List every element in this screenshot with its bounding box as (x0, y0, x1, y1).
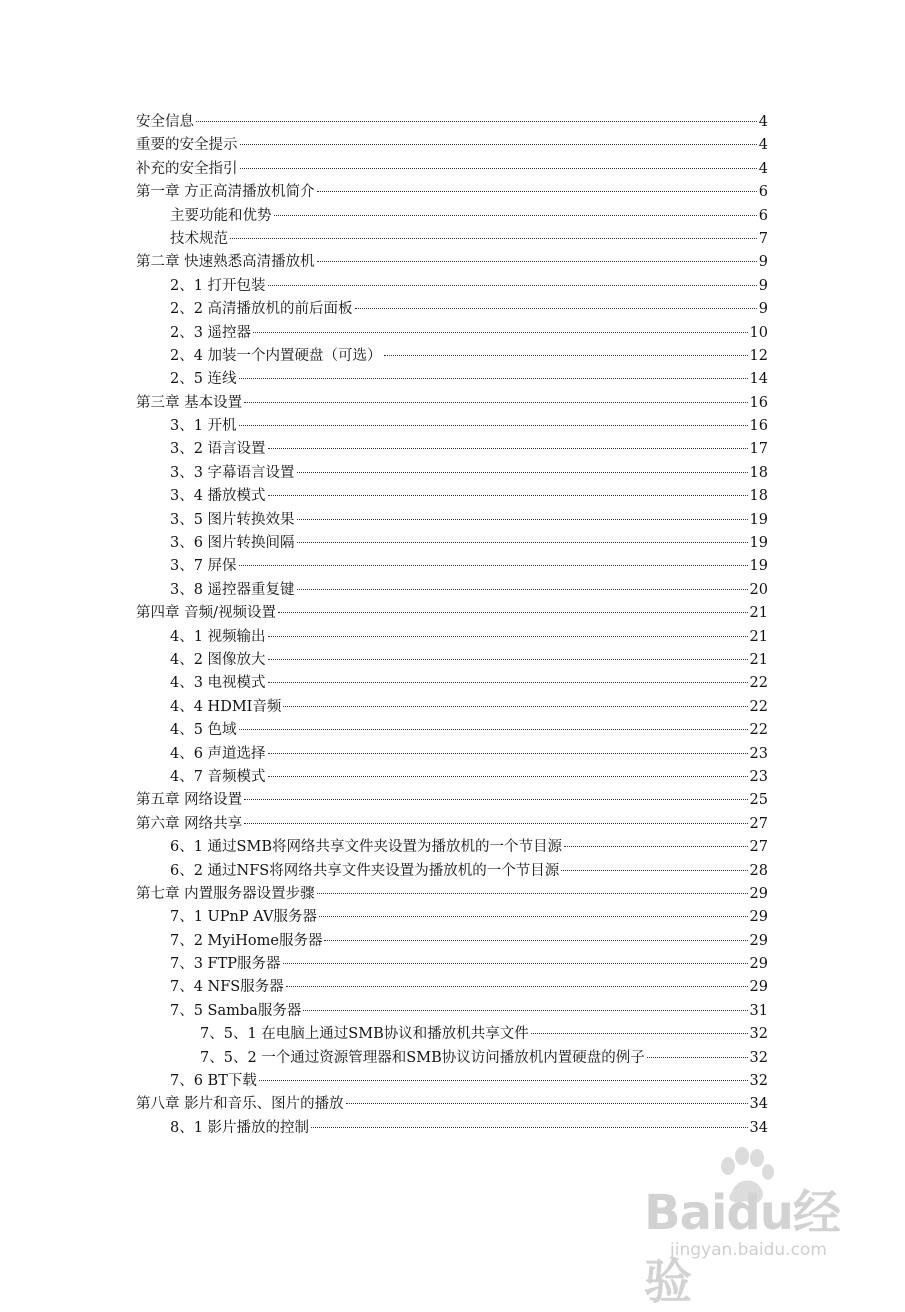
toc-entry-page-number: 14 (749, 371, 768, 388)
toc-entry-title: 3、7 屏保 (170, 558, 237, 575)
toc-entry-page-number: 17 (749, 441, 768, 458)
toc-entry-page-number: 22 (749, 698, 768, 715)
toc-entry-page-number: 7 (758, 230, 768, 247)
toc-entry-title: 4、2 图像放大 (170, 651, 266, 668)
baidu-watermark (640, 1140, 880, 1310)
toc-dot-leader (239, 425, 748, 426)
toc-entry (136, 696, 768, 719)
toc-dot-leader (244, 799, 747, 800)
toc-entry-title: 补充的安全指引 (136, 160, 238, 177)
toc-entry-title: 主要功能和优势 (170, 207, 272, 224)
toc-entry-page-number: 16 (749, 394, 768, 411)
toc-entry-title: 2、5 连线 (170, 371, 237, 388)
toc-dot-leader (317, 893, 748, 894)
toc-dot-leader (317, 261, 757, 262)
toc-entry (136, 368, 768, 391)
toc-entry-page-number: 27 (749, 839, 768, 856)
toc-entry-page-number: 21 (749, 628, 768, 645)
toc-entry (136, 579, 768, 602)
toc-dot-leader (244, 402, 747, 403)
toc-entry-page-number: 23 (749, 768, 768, 785)
toc-entry (136, 555, 768, 578)
toc-entry (136, 111, 768, 134)
toc-dot-leader (268, 448, 748, 449)
toc-entry-title: 第六章 网络共享 (136, 815, 243, 832)
toc-entry (136, 719, 768, 742)
toc-entry-page-number: 9 (758, 301, 768, 318)
toc-entry-page-number: 4 (758, 114, 768, 130)
toc-entry-page-number: 19 (749, 511, 768, 528)
toc-entry-title: 第八章 影片和音乐、图片的播放 (136, 1096, 344, 1113)
toc-dot-leader (239, 378, 748, 379)
toc-entry (136, 672, 768, 695)
toc-entry-title: 7、4 NFS服务器 (170, 979, 284, 996)
toc-dot-leader (244, 823, 747, 824)
toc-entry-title: 第一章 方正高清播放机简介 (136, 184, 315, 201)
toc-entry-page-number: 22 (749, 722, 768, 739)
toc-dot-leader (268, 636, 748, 637)
toc-entry-title: 3、8 遥控器重复键 (170, 581, 295, 598)
toc-entry-page-number: 31 (749, 1002, 768, 1019)
toc-entry-title: 2、1 打开包装 (170, 277, 266, 294)
toc-entry-page-number: 6 (758, 207, 768, 224)
toc-dot-leader (239, 565, 748, 566)
toc-entry-title: 6、1 通过SMB将网络共享文件夹设置为播放机的一个节目源 (170, 839, 562, 856)
watermark-brand: Baidu经验 (644, 1185, 840, 1310)
toc-entry-page-number: 27 (749, 815, 768, 832)
toc-dot-leader (268, 285, 757, 286)
toc-dot-leader (196, 121, 757, 122)
toc-entry (136, 392, 768, 415)
toc-entry (136, 626, 768, 649)
toc-entry (136, 298, 768, 321)
toc-dot-leader (564, 846, 748, 847)
toc-dot-leader (384, 355, 748, 356)
toc-entry (136, 532, 768, 555)
toc-dot-leader (253, 332, 747, 333)
toc-entry (136, 976, 768, 999)
toc-entry (136, 415, 768, 438)
toc-entry (136, 860, 768, 883)
toc-entry (136, 181, 768, 204)
toc-entry-page-number: 18 (749, 488, 768, 505)
toc-entry (136, 1047, 768, 1070)
toc-entry-title: 重要的安全提示 (136, 137, 238, 154)
toc-entry-title: 安全信息 (136, 114, 194, 130)
toc-entry (136, 1117, 768, 1140)
toc-entry (136, 906, 768, 929)
toc-entry-page-number: 23 (749, 745, 768, 762)
toc-dot-leader (319, 916, 748, 917)
toc-entry-title: 第二章 快速熟悉高清播放机 (136, 254, 315, 271)
toc-entry (136, 485, 768, 508)
toc-entry-title: 第四章 音频/视频设置 (136, 605, 276, 622)
toc-dot-leader (297, 472, 748, 473)
toc-entry-title: 4、1 视频输出 (170, 628, 266, 645)
toc-dot-leader (239, 729, 748, 730)
toc-entry-title: 3、2 语言设置 (170, 441, 266, 458)
toc-entry-title: 4、7 音频模式 (170, 768, 266, 785)
toc-entry (136, 836, 768, 859)
toc-entry-title: 7、6 BT下载 (170, 1073, 257, 1090)
toc-entry (136, 205, 768, 228)
toc-dot-leader (240, 168, 757, 169)
toc-entry-page-number: 29 (749, 885, 768, 902)
toc-entry-page-number: 29 (749, 909, 768, 926)
toc-dot-leader (311, 1127, 747, 1128)
toc-entry-page-number: 32 (749, 1049, 768, 1066)
toc-entry-title: 3、6 图片转换间隔 (170, 535, 295, 552)
toc-dot-leader (355, 308, 757, 309)
toc-entry-page-number: 19 (749, 558, 768, 575)
toc-dot-leader (268, 776, 748, 777)
toc-entry (136, 1023, 768, 1046)
toc-entry-page-number: 10 (749, 324, 768, 341)
toc-entry-page-number: 22 (749, 675, 768, 692)
toc-entry-page-number: 18 (749, 464, 768, 481)
toc-entry-title: 4、5 色域 (170, 722, 237, 739)
toc-dot-leader (647, 1057, 748, 1058)
toc-dot-leader (317, 191, 757, 192)
toc-dot-leader (240, 144, 757, 145)
toc-entry-title: 3、4 播放模式 (170, 488, 266, 505)
toc-dot-leader (283, 963, 748, 964)
toc-dot-leader (346, 1103, 748, 1104)
toc-entry-title: 2、2 高清播放机的前后面板 (170, 301, 353, 318)
toc-entry-title: 第七章 内置服务器设置步骤 (136, 885, 315, 902)
toc-entry-page-number: 32 (749, 1026, 768, 1043)
toc-dot-leader (268, 659, 748, 660)
toc-entry-page-number: 28 (749, 862, 768, 879)
toc-entry (136, 322, 768, 345)
toc-entry-title: 7、1 UPnP AV服务器 (170, 909, 317, 926)
toc-entry-page-number: 29 (749, 932, 768, 949)
toc-entry-title: 7、5、2 一个通过资源管理器和SMB协议访问播放机内置硬盘的例子 (200, 1049, 645, 1066)
toc-entry-page-number: 19 (749, 535, 768, 552)
toc-entry (136, 251, 768, 274)
toc-entry (136, 158, 768, 181)
toc-entry-page-number: 4 (758, 160, 768, 177)
toc-entry-title: 第三章 基本设置 (136, 394, 243, 411)
toc-entry-title: 7、5、1 在电脑上通过SMB协议和播放机共享文件 (200, 1026, 529, 1043)
toc-entry-page-number: 21 (749, 605, 768, 622)
toc-dot-leader (303, 1010, 747, 1011)
toc-entry (136, 930, 768, 953)
toc-entry-page-number: 25 (749, 792, 768, 809)
toc-entry-title: 4、6 声道选择 (170, 745, 266, 762)
toc-dot-leader (286, 986, 748, 987)
toc-entry-title: 第五章 网络设置 (136, 792, 243, 809)
toc-entry-title: 8、1 影片播放的控制 (170, 1119, 310, 1136)
toc-entry-page-number: 9 (758, 277, 768, 294)
toc-entry-page-number: 12 (749, 347, 768, 364)
toc-entry (136, 509, 768, 532)
toc-entry-title: 3、5 图片转换效果 (170, 511, 295, 528)
toc-dot-leader (278, 612, 748, 613)
toc-dot-leader (259, 1080, 748, 1081)
toc-entry-page-number: 6 (758, 184, 768, 201)
toc-entry-title: 3、1 开机 (170, 418, 237, 435)
toc-entry-title: 6、2 通过NFS将网络共享文件夹设置为播放机的一个节目源 (170, 862, 560, 879)
toc-entry (136, 813, 768, 836)
toc-dot-leader (324, 940, 747, 941)
toc-entry (136, 789, 768, 812)
toc-dot-leader (268, 495, 748, 496)
toc-entry-title: 4、4 HDMI音频 (170, 698, 282, 715)
toc-entry-page-number: 16 (749, 418, 768, 435)
toc-dot-leader (268, 753, 748, 754)
table-of-contents (136, 111, 768, 1140)
toc-entry-page-number: 9 (758, 254, 768, 271)
toc-entry-page-number: 29 (749, 956, 768, 973)
toc-entry-page-number: 32 (749, 1073, 768, 1090)
toc-dot-leader (274, 215, 757, 216)
watermark-url: jingyan.baidu.com (670, 1240, 827, 1260)
toc-dot-leader (531, 1033, 748, 1034)
toc-entry (136, 883, 768, 906)
toc-entry-title: 2、3 遥控器 (170, 324, 252, 341)
toc-entry-title: 2、4 加装一个内置硬盘（可选） (170, 347, 382, 364)
toc-entry-title: 技术规范 (170, 230, 228, 247)
toc-entry (136, 228, 768, 251)
toc-entry-title: 7、5 Samba服务器 (170, 1002, 302, 1019)
toc-entry-title: 7、2 MyiHome服务器 (170, 932, 323, 949)
toc-entry (136, 134, 768, 157)
toc-entry (136, 438, 768, 461)
toc-entry (136, 1000, 768, 1023)
toc-entry-page-number: 34 (749, 1096, 768, 1113)
toc-dot-leader (268, 682, 748, 683)
toc-entry (136, 743, 768, 766)
toc-entry-page-number: 34 (749, 1119, 768, 1136)
toc-dot-leader (297, 589, 748, 590)
toc-entry (136, 649, 768, 672)
toc-entry (136, 766, 768, 789)
toc-entry-title: 3、3 字幕语言设置 (170, 464, 295, 481)
toc-dot-leader (297, 542, 748, 543)
toc-entry-page-number: 4 (758, 137, 768, 154)
toc-entry-page-number: 21 (749, 651, 768, 668)
toc-dot-leader (283, 706, 747, 707)
toc-entry (136, 1070, 768, 1093)
toc-dot-leader (561, 870, 747, 871)
toc-entry-title: 7、3 FTP服务器 (170, 956, 281, 973)
toc-entry (136, 275, 768, 298)
toc-entry (136, 462, 768, 485)
toc-entry-page-number: 20 (749, 581, 768, 598)
toc-entry (136, 345, 768, 368)
toc-entry (136, 953, 768, 976)
toc-entry-title: 4、3 电视模式 (170, 675, 266, 692)
toc-dot-leader (297, 519, 748, 520)
toc-entry-page-number: 29 (749, 979, 768, 996)
toc-entry (136, 602, 768, 625)
toc-entry (136, 1093, 768, 1116)
toc-dot-leader (230, 238, 757, 239)
